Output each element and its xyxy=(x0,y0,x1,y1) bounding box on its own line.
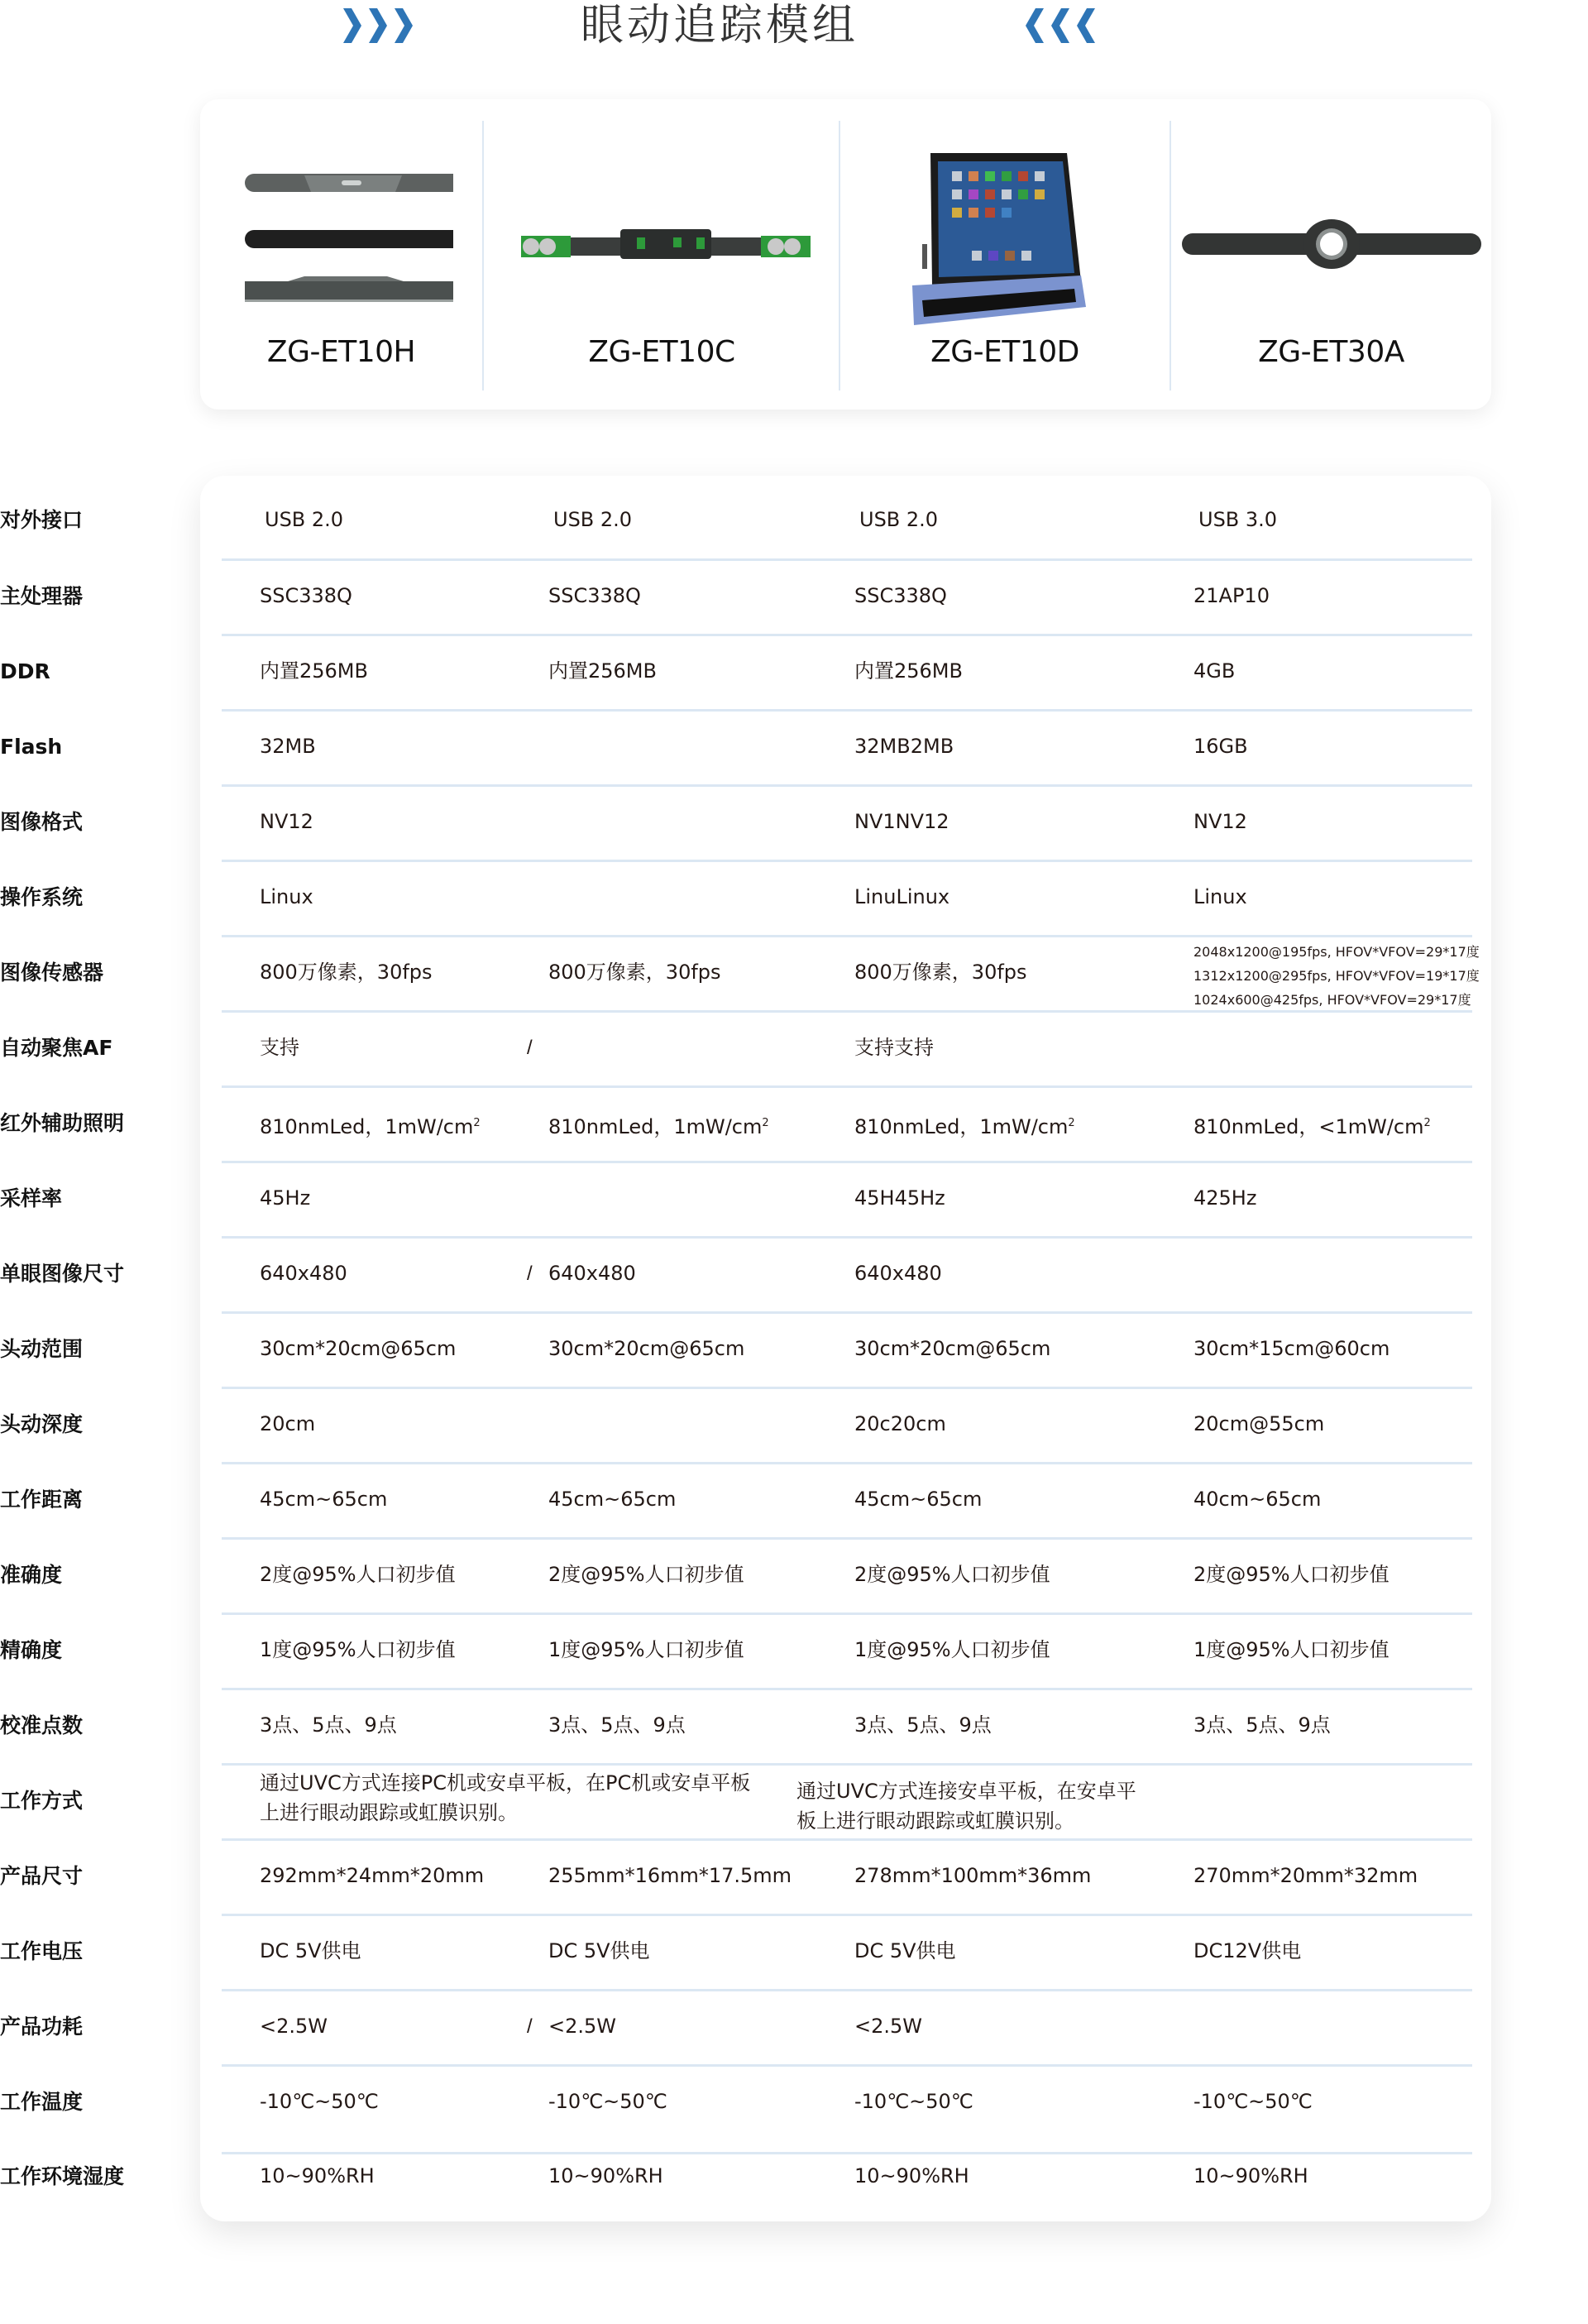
table-row-head-depth xyxy=(0,1387,1588,1462)
table-row-calibration-points xyxy=(0,1688,1588,1763)
cell: 30cm*20cm@65cm xyxy=(548,1337,745,1360)
row-label: 精确度 xyxy=(0,1638,63,1662)
table-row-power xyxy=(0,1989,1588,2064)
table-row-humidity xyxy=(0,2139,1588,2214)
cell: 3点、5点、9点 xyxy=(1193,1713,1331,1737)
eye-tracker-bar-center-camera-image xyxy=(1171,137,1491,352)
cell: <2.5W xyxy=(260,2015,328,2038)
cell: 800万像素，30fps xyxy=(854,961,1027,984)
table-row-ddr xyxy=(0,634,1588,709)
sensor-mode-line: 2048x1200@195fps, HFOV*VFOV=29*17度 xyxy=(1193,944,1480,960)
cell: 3点、5点、9点 xyxy=(260,1713,397,1737)
cell: SSC338Q xyxy=(548,584,641,607)
cell: 32MB xyxy=(260,735,316,758)
cell: -10℃~50℃ xyxy=(260,2090,379,2113)
cell: 2度@95%人口初步值 xyxy=(260,1563,456,1586)
cell: 4GB xyxy=(1193,659,1236,683)
cell: 21AP10 xyxy=(1193,584,1270,607)
row-label: 主处理器 xyxy=(0,584,84,608)
row-label: 校准点数 xyxy=(0,1713,84,1737)
row-label: 工作距离 xyxy=(0,1488,84,1512)
row-label: DDR xyxy=(0,659,50,683)
cell: 3点、5点、9点 xyxy=(548,1713,686,1737)
table-row-precision xyxy=(0,1612,1588,1688)
cell: DC12V供电 xyxy=(1193,1939,1302,1962)
cell: SSC338Q xyxy=(260,584,352,607)
product-gallery-card xyxy=(200,99,1491,410)
row-label: 工作环境湿度 xyxy=(0,2164,125,2188)
triple-chevron-right-icon xyxy=(342,7,415,45)
table-row-sampling-rate xyxy=(0,1161,1588,1236)
product-model-label: ZG-ET10H xyxy=(266,335,416,369)
cell: NV1NV12 xyxy=(854,810,949,833)
not-applicable-slash: / xyxy=(527,1037,533,1059)
row-label: 自动聚焦AF xyxy=(0,1036,113,1060)
cell: 1度@95%人口初步值 xyxy=(854,1638,1050,1661)
page-title: 眼动追踪模组 xyxy=(580,1,859,50)
product-et10d[interactable] xyxy=(840,99,1169,410)
cell: DC 5V供电 xyxy=(260,1939,361,1962)
not-applicable-slash: / xyxy=(527,1263,533,1285)
cell: 810nmLed，$1mW/cm^2$ xyxy=(854,1115,1075,1138)
cell: 255mm*16mm*17.5mm xyxy=(548,1864,792,1887)
cell: 20cm xyxy=(260,1412,316,1435)
cell: 支持支持 xyxy=(854,1036,934,1059)
row-label: 工作温度 xyxy=(0,2090,84,2114)
table-row-autofocus xyxy=(0,1010,1588,1085)
cell: -10℃~50℃ xyxy=(1193,2090,1313,2113)
product-model-label: ZG-ET10D xyxy=(930,335,1079,369)
cell: 270mm*20mm*32mm xyxy=(1193,1864,1418,1887)
row-label: 对外接口 xyxy=(0,508,84,532)
table-row-interface xyxy=(0,482,1588,558)
row-label: 工作电压 xyxy=(0,1939,84,1963)
row-label: 红外辅助照明 xyxy=(0,1111,125,1135)
table-row-working-distance xyxy=(0,1462,1588,1537)
title-bar xyxy=(0,0,1588,58)
cell: 30cm*20cm@65cm xyxy=(854,1337,1051,1360)
cell: USB 2.0 xyxy=(265,508,344,531)
cell: 45cm~65cm xyxy=(854,1488,983,1511)
cell: NV12 xyxy=(260,810,313,833)
cell: USB 3.0 xyxy=(1198,508,1278,531)
sensor-mode-line: 1024x600@425fps, HFOV*VFOV=29*17度 xyxy=(1193,992,1471,1008)
cell: 30cm*20cm@65cm xyxy=(260,1337,457,1360)
cell: 通过UVC方式连接安卓平板，在安卓平板上进行眼动跟踪或虹膜识别。 xyxy=(796,1780,1136,1833)
row-label: 图像格式 xyxy=(0,810,84,834)
product-et10h[interactable] xyxy=(200,99,482,410)
row-label: 单眼图像尺寸 xyxy=(0,1262,125,1286)
product-et10c[interactable] xyxy=(484,99,839,410)
cell: 10~90%RH xyxy=(260,2164,375,2187)
cell: 2度@95%人口初步值 xyxy=(548,1563,744,1586)
product-model-label: ZG-ET10C xyxy=(588,335,735,369)
cell: 810nmLed，$1mW/cm^2$ xyxy=(260,1115,481,1138)
cell: NV12 xyxy=(1193,810,1247,833)
product-et30a[interactable] xyxy=(1171,99,1491,410)
cell: 640x480 xyxy=(260,1262,347,1285)
cell: 810nmLed，$1mW/cm^2$ xyxy=(548,1115,769,1138)
cell: 10~90%RH xyxy=(1193,2164,1308,2187)
cell: Linux xyxy=(260,885,313,908)
cell: 45Hz xyxy=(260,1186,311,1210)
row-label: 产品尺寸 xyxy=(0,1864,84,1888)
table-row-head-range xyxy=(0,1311,1588,1387)
table-row-processor xyxy=(0,558,1588,634)
cell: 内置256MB xyxy=(854,659,963,683)
table-row-working-mode xyxy=(0,1763,1588,1838)
cell: LinuLinux xyxy=(854,885,950,908)
cell: 640x480 xyxy=(854,1262,942,1285)
cell: 3点、5点、9点 xyxy=(854,1713,992,1737)
row-label: 工作方式 xyxy=(0,1789,84,1813)
cell: 45cm~65cm xyxy=(548,1488,677,1511)
cell: 32MB2MB xyxy=(854,735,954,758)
cell: USB 2.0 xyxy=(553,508,633,531)
triple-chevron-left-icon xyxy=(1023,7,1097,45)
cell: DC 5V供电 xyxy=(854,1939,956,1962)
table-row-accuracy xyxy=(0,1537,1588,1612)
not-applicable-slash: / xyxy=(527,2015,533,2038)
cell: 20c20cm xyxy=(854,1412,946,1435)
cell: <2.5W xyxy=(548,2015,617,2038)
cell: DC 5V供电 xyxy=(548,1939,650,1962)
table-row-os xyxy=(0,860,1588,935)
row-label: 图像传感器 xyxy=(0,961,104,985)
cell: 2度@95%人口初步值 xyxy=(1193,1563,1390,1586)
cell: 2度@95%人口初步值 xyxy=(854,1563,1050,1586)
cell: 45cm~65cm xyxy=(260,1488,388,1511)
table-row-image-format xyxy=(0,784,1588,860)
sensor-mode-line: 1312x1200@295fps, HFOV*VFOV=19*17度 xyxy=(1193,968,1480,984)
cell: 1度@95%人口初步值 xyxy=(548,1638,744,1661)
product-model-label: ZG-ET30A xyxy=(1258,335,1404,369)
table-row-flash xyxy=(0,709,1588,784)
table-row-ir-illumination xyxy=(0,1085,1588,1161)
cell: 278mm*100mm*36mm xyxy=(854,1864,1092,1887)
eye-tracker-bar-three-views-image xyxy=(200,137,482,352)
cell: 10~90%RH xyxy=(854,2164,969,2187)
eye-tracker-pcb-module-image xyxy=(484,137,839,352)
cell: 内置256MB xyxy=(260,659,368,683)
cell: <2.5W xyxy=(854,2015,923,2038)
cell: 支持 xyxy=(260,1036,299,1059)
cell: -10℃~50℃ xyxy=(548,2090,667,2113)
row-label: 产品功耗 xyxy=(0,2015,84,2039)
cell: 内置256MB xyxy=(548,659,657,683)
cell: 45H45Hz xyxy=(854,1186,945,1210)
cell: 40cm~65cm xyxy=(1193,1488,1322,1511)
row-label: Flash xyxy=(0,735,63,759)
row-label: 准确度 xyxy=(0,1563,63,1587)
row-label: 操作系统 xyxy=(0,885,84,909)
cell: 640x480 xyxy=(548,1262,636,1285)
table-row-image-sensor xyxy=(0,935,1588,1010)
table-row-voltage xyxy=(0,1914,1588,1989)
cell: 425Hz xyxy=(1193,1186,1257,1210)
table-row-temperature xyxy=(0,2064,1588,2140)
cell: 1度@95%人口初步值 xyxy=(1193,1638,1390,1661)
table-row-dimensions xyxy=(0,1838,1588,1914)
cell: -10℃~50℃ xyxy=(854,2090,973,2113)
cell: 800万像素，30fps xyxy=(548,961,721,984)
sensor-modes-cell xyxy=(1193,940,1480,1015)
row-label: 采样率 xyxy=(0,1186,63,1210)
cell: SSC338Q xyxy=(854,584,947,607)
cell: 20cm@55cm xyxy=(1193,1412,1325,1435)
cell: 810nmLed，$<1mW/cm^2$ xyxy=(1193,1115,1431,1138)
cell: 1度@95%人口初步值 xyxy=(260,1638,456,1661)
cell: 292mm*24mm*20mm xyxy=(260,1864,485,1887)
cell: 800万像素，30fps xyxy=(260,961,433,984)
cell: 16GB xyxy=(1193,735,1248,758)
cell: 30cm*15cm@60cm xyxy=(1193,1337,1390,1360)
cell: USB 2.0 xyxy=(859,508,939,531)
cell: Linux xyxy=(1193,885,1247,908)
row-label: 头动深度 xyxy=(0,1412,84,1436)
table-row-eye-image-size xyxy=(0,1236,1588,1311)
row-label: 头动范围 xyxy=(0,1337,84,1361)
cell: 10~90%RH xyxy=(548,2164,663,2187)
cell: 通过UVC方式连接PC机或安卓平板，在PC机或安卓平板上进行眼动跟踪或虹膜识别。 xyxy=(260,1771,751,1824)
tablet-with-eye-tracker-dock-image xyxy=(840,137,1169,352)
